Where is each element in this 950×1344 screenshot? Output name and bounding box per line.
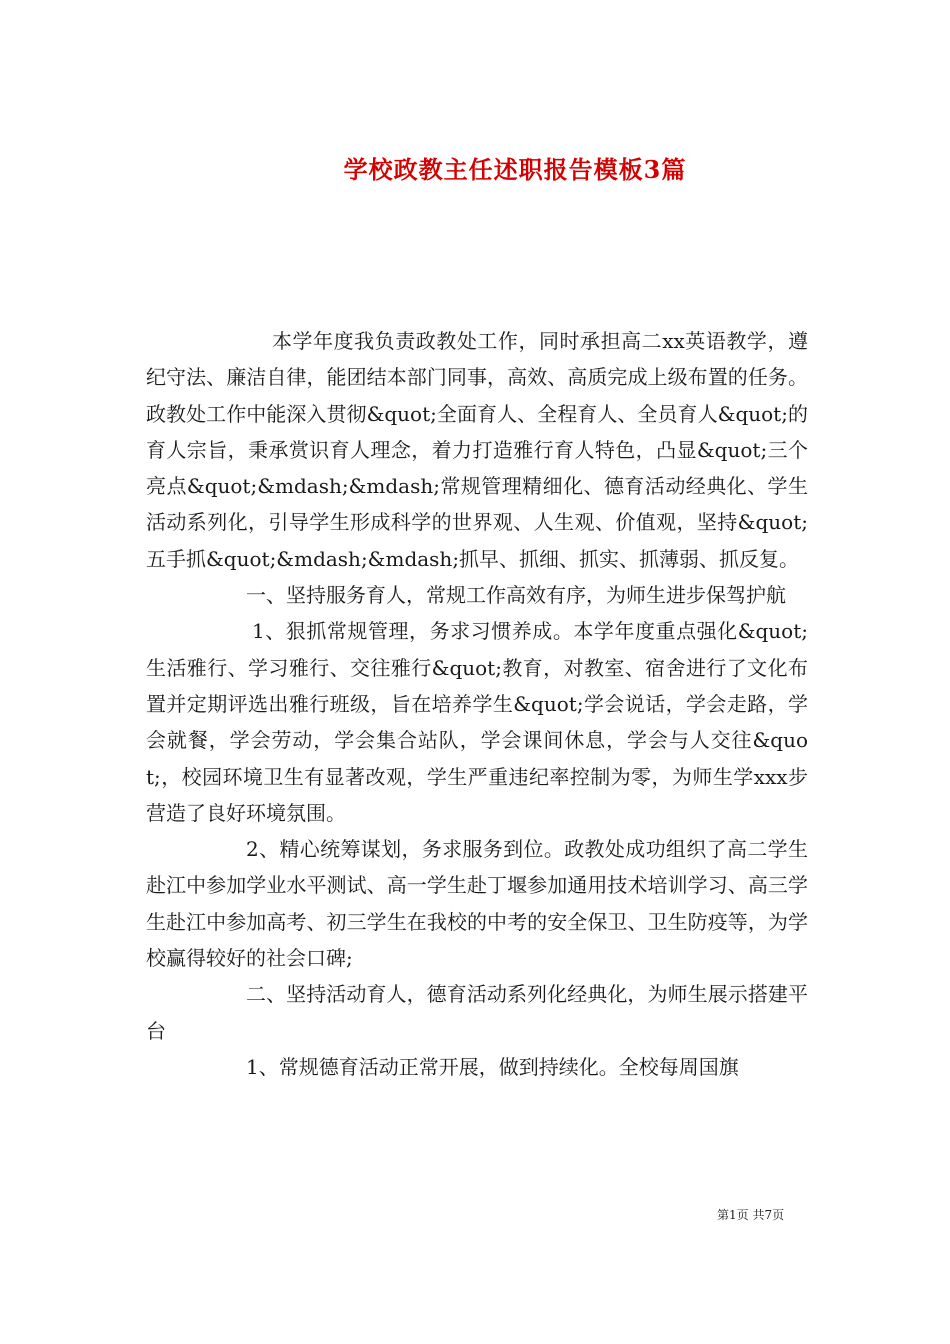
section-heading-2: 二、坚持活动育人，德育活动系列化经典化，为师生展示搭建平台 [146, 982, 808, 1043]
paragraph-2-1: 1、常规德育活动正常开展，做到持续化。全校每周国旗 [246, 1054, 739, 1079]
section-heading-1: 一、坚持服务育人，常规工作高效有序，为师生进步保驾护航 [246, 583, 786, 608]
paragraph-1-2: 2、精心统筹谋划，务求服务到位。政教处成功组织了高二学生赴江中参加学业水平测试、高一学生赴丁堰参加通用技术培训学习、高三学生赴江中参加高考、初三学生在我校的中考的安全保卫、卫生防疫等，为学校赢得较好的社会口碑; [146, 837, 808, 971]
paragraph-1-1: 1、狠抓常规管理，务求习惯养成。本学年度重点强化&quot;生活雅行、学习雅行、交往雅行&quot;教育，对教室、宿舍进行了文化布置并定期评选出雅行班级，旨在培养学生&quot;学会说话，学会走路，学会就餐，学会劳动，学会集合站队，学会课间休息，学会与人交往&quot;，校园环境卫生有显著改观，学生严重违纪率控制为零，为师生学xxx步营造了良好环境氛围。 [146, 619, 808, 825]
document-title: 学校政教主任述职报告模板3篇 [343, 155, 687, 185]
document-body [146, 323, 808, 1085]
paragraph-intro: 本学年度我负责政教处工作，同时承担高二xx英语教学，遵纪守法、廉洁自律，能团结本部门同事，高效、高质完成上级布置的任务。政教处工作中能深入贯彻&quot;全面育人、全程育人、全员育人&quot;的育人宗旨，秉承赏识育人理念，着力打造雅行育人特色，凸显&quot;三个亮点&quot;&mdash;&mdash;常规管理精细化、德育活动经典化、学生活动系列化，引导学生形成科学的世界观、人生观、价值观，坚持&quot;五手抓&quot;&mdash;&mdash;抓早、抓细、抓实、抓薄弱、抓反复。 [146, 329, 808, 571]
page-number: 第1页 共7页 [717, 1208, 785, 1222]
